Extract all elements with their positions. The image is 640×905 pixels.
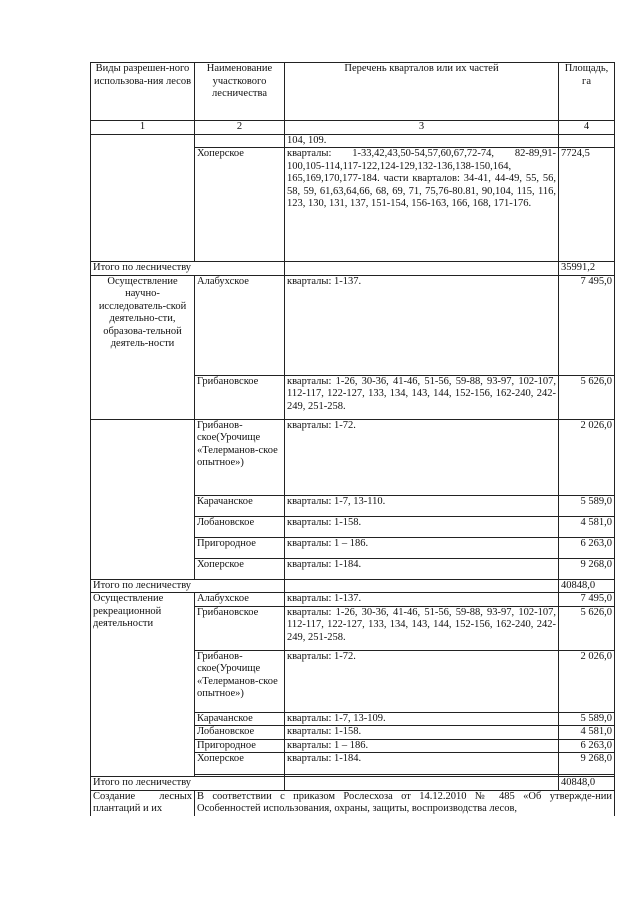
forestry-cell: Хоперское xyxy=(195,753,285,775)
forest-use-table xyxy=(90,62,615,816)
area-cell: 7724,5 xyxy=(559,148,615,262)
forestry-cell: Грибанов-ское(Урочище «Телерманов-ское опытное») xyxy=(195,419,285,495)
forestry-cell: Алабухское xyxy=(195,275,285,375)
table-row xyxy=(91,134,615,148)
forestry-cell: Грибанов-ское(Урочище «Телерманов-ское опытное») xyxy=(195,650,285,712)
total-spacer xyxy=(285,579,559,593)
document-page xyxy=(90,62,614,816)
quarters-cell: кварталы: 1-158. xyxy=(285,516,559,537)
table-row xyxy=(91,419,615,495)
forestry-cell xyxy=(195,134,285,148)
area-cell: 5 626,0 xyxy=(559,375,615,419)
quarters-cell: кварталы: 1-184. xyxy=(285,558,559,579)
column-number: 4 xyxy=(559,121,615,135)
forestry-cell: Пригородное xyxy=(195,739,285,753)
table-row xyxy=(91,790,615,816)
column-number: 1 xyxy=(91,121,195,135)
header-area: Площадь, га xyxy=(559,63,615,121)
area-cell: 7 495,0 xyxy=(559,275,615,375)
area-cell: 4 581,0 xyxy=(559,516,615,537)
forestry-cell: Хоперское xyxy=(195,558,285,579)
quarters-cell: кварталы: 1-184. xyxy=(285,753,559,775)
total-row xyxy=(91,262,615,276)
quarters-cell: кварталы: 1-33,42,43,50-54,57,60,67,72-74, 82-89,91-100,105-114,117-122,124-129,132-136,138-150,164, 165,169,170,177-184. части кварталов: 34-41, 44-49, 55, 56, 58, 59, 61,63,64,66, 68, 69, 71, 75,76-80.81, 90,104, 115, 116, 123, 130, 131, 137, 151-154, 156-163, 166, 168, 171-176. xyxy=(285,148,559,262)
quarters-cell: кварталы: 1-72. xyxy=(285,650,559,712)
forestry-cell: Пригородное xyxy=(195,537,285,558)
quarters-cell: кварталы: 1-7, 13-110. xyxy=(285,495,559,516)
quarters-cell: кварталы: 1-72. xyxy=(285,419,559,495)
quarters-cell: В соответствии с приказом Рослесхоза от 14.12.2010 № 485 «Об утвержде-нии Особенностей использования, охраны, защиты, воспроизводства лесов, xyxy=(195,790,615,816)
area-cell: 2 026,0 xyxy=(559,650,615,712)
area-cell xyxy=(559,134,615,148)
header-forestry-name: Наименование участкового лесничества xyxy=(195,63,285,121)
area-cell: 5 626,0 xyxy=(559,606,615,650)
use-type-cell xyxy=(91,134,195,262)
area-cell: 9 268,0 xyxy=(559,753,615,775)
area-cell: 6 263,0 xyxy=(559,537,615,558)
total-row xyxy=(91,777,615,791)
column-number: 3 xyxy=(285,121,559,135)
total-row xyxy=(91,579,615,593)
forestry-cell: Грибановское xyxy=(195,375,285,419)
quarters-cell: кварталы: 1-7, 13-109. xyxy=(285,712,559,726)
area-cell: 5 589,0 xyxy=(559,712,615,726)
forestry-cell: Карачанское xyxy=(195,712,285,726)
total-spacer xyxy=(285,777,559,791)
total-value: 40848,0 xyxy=(559,579,615,593)
column-number-row xyxy=(91,121,615,135)
total-value: 40848,0 xyxy=(559,777,615,791)
area-cell: 2 026,0 xyxy=(559,419,615,495)
table-header-row xyxy=(91,63,615,121)
total-label: Итого по лесничеству xyxy=(91,579,285,593)
column-number: 2 xyxy=(195,121,285,135)
total-value: 35991,2 xyxy=(559,262,615,276)
area-cell: 4 581,0 xyxy=(559,726,615,740)
area-cell: 6 263,0 xyxy=(559,739,615,753)
quarters-cell: кварталы: 1 – 186. xyxy=(285,537,559,558)
quarters-cell: кварталы: 1-137. xyxy=(285,275,559,375)
total-label: Итого по лесничеству xyxy=(91,262,285,276)
quarters-cell: кварталы: 1-26, 30-36, 41-46, 51-56, 59-88, 93-97, 102-107, 112-117, 122-127, 133, 134, 143, 144, 152-156, 162-240, 242-249, 251-258. xyxy=(285,606,559,650)
table-row xyxy=(91,593,615,607)
header-use-type: Виды разрешен-ного использова-ния лесов xyxy=(91,63,195,121)
use-type-cell: Создание лесных плантаций и их xyxy=(91,790,195,816)
quarters-cell: кварталы: 1-158. xyxy=(285,726,559,740)
forestry-cell: Лобановское xyxy=(195,726,285,740)
area-cell: 9 268,0 xyxy=(559,558,615,579)
quarters-cell: кварталы: 1 – 186. xyxy=(285,739,559,753)
header-quarters-list: Перечень кварталов или их частей xyxy=(285,63,559,121)
forestry-cell: Грибановское xyxy=(195,606,285,650)
table-row xyxy=(91,275,615,375)
forestry-cell: Карачанское xyxy=(195,495,285,516)
use-type-cell: Осуществление рекреационной деятельности xyxy=(91,593,195,777)
quarters-cell: кварталы: 1-137. xyxy=(285,593,559,607)
total-spacer xyxy=(285,262,559,276)
forestry-cell: Хоперское xyxy=(195,148,285,262)
use-type-cell xyxy=(91,419,195,579)
area-cell: 5 589,0 xyxy=(559,495,615,516)
area-cell: 7 495,0 xyxy=(559,593,615,607)
quarters-cell: 104, 109. xyxy=(285,134,559,148)
forestry-cell: Алабухское xyxy=(195,593,285,607)
total-label: Итого по лесничеству xyxy=(91,777,285,791)
quarters-cell: кварталы: 1-26, 30-36, 41-46, 51-56, 59-88, 93-97, 102-107, 112-117, 122-127, 133, 134, 143, 144, 152-156, 162-240, 242-249, 251-258. xyxy=(285,375,559,419)
use-type-cell: Осуществление научно-исследователь-ской деятельно-сти, образова-тельной деятель-ности xyxy=(91,275,195,419)
forestry-cell: Лобановское xyxy=(195,516,285,537)
